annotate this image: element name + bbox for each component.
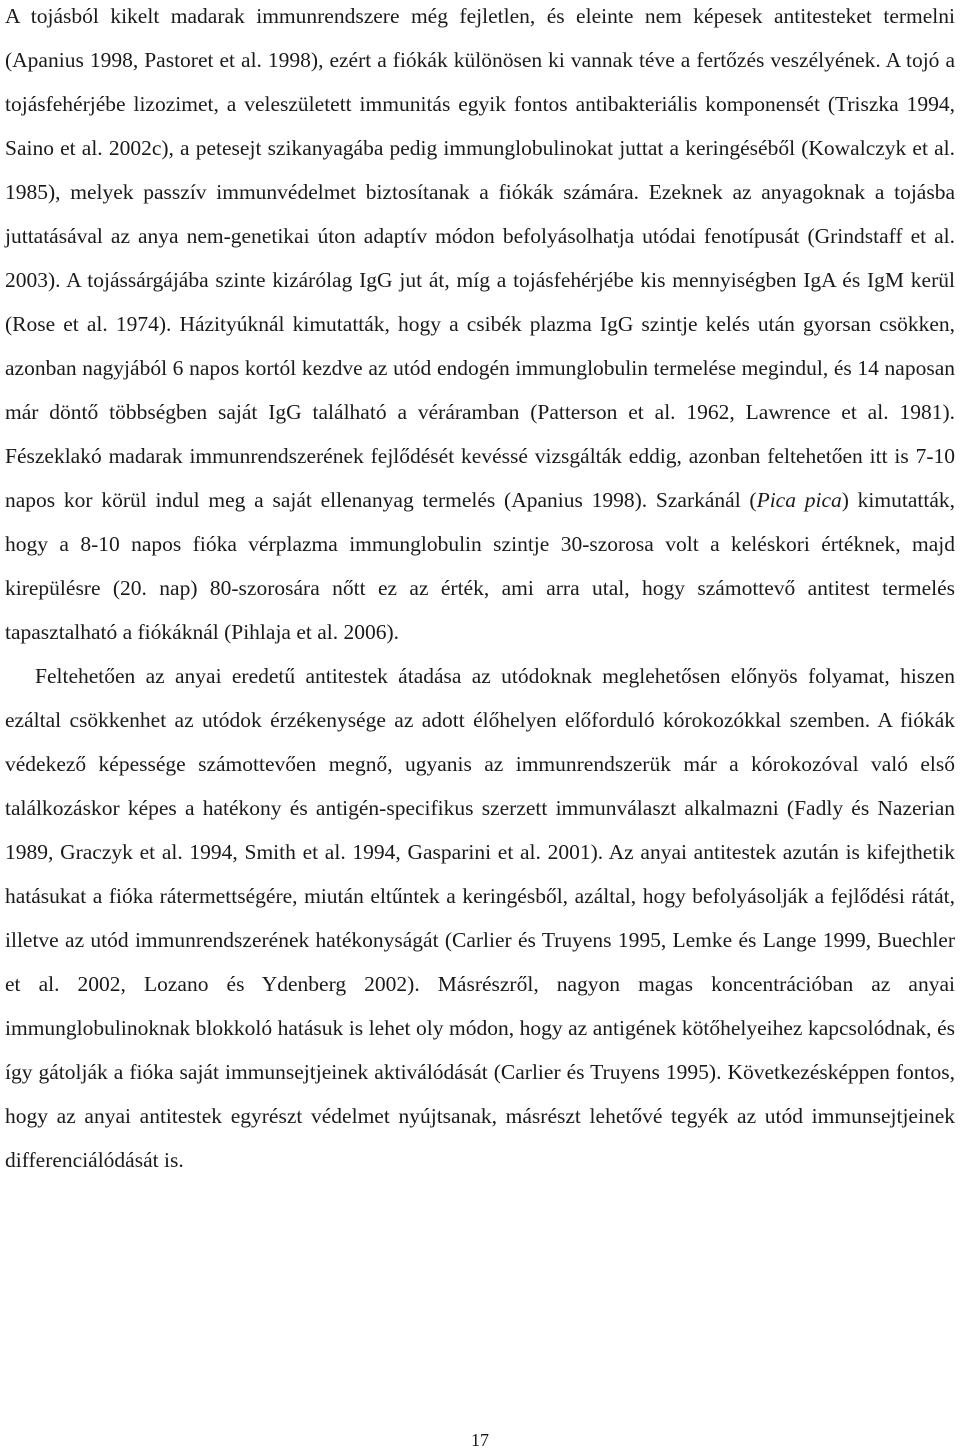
paragraph-2-text: Feltehetően az anyai eredetű antitestek átadása az utódoknak meglehetősen előnyös folyamat, hiszen ezáltal csökkenhet az utódok érzékenysége az adott élőhelyen előforduló kórokozókkal szemben. A fiókák védekező képessége számottevően megnő, ugyanis az immunrendszerük már a kórokozóval való első találkozáskor képes a hatékony és antigén-specifikus szerzett immunválaszt alkalmazni (Fadly és Nazerian 1989, Graczyk et al. 1994, Smith et al. 1994, Gasparini et al. 2001). Az anyai antitestek azután is kifejthetik hatásukat a fióka rátermettségére, miután eltűntek a keringésből, azáltal, hogy befolyásolják a fejlődési rátát, illetve az utód immunrendszerének hatékonyságát (Carlier és Truyens 1995, Lemke és Lange 1999, Buechler et al. 2002, Lozano és Ydenberg 2002). Másrészről, nagyon magas koncentrációban az anyai immunglobulinoknak blokkoló hatásuk is lehet oly módon, hogy az antigének kötőhelyeihez kapcsolódnak, és így gátolják a fióka saját immunsejtjeinek aktiválódását (Carlier és Truyens 1995). Következésképpen fontos, hogy az anyai antitestek egyrészt védelmet nyújtsanak, másrészt lehetővé tegyék az utód immunsejtjeinek differenciálódását is. [5,664,955,1172]
page-number: 17 [471,1430,489,1450]
paragraph-1-text: A tojásból kikelt madarak immunrendszere még fejletlen, és eleinte nem képesek antitesteket termelni (Apanius 1998, Pastoret et al. 1998), ezért a fiókák különösen ki vannak téve a fertőzés veszélyének. A tojó a tojásfehérjébe lizozimet, a veleszületett immunitás egyik fontos antibakteriális komponensét (Triszka 1994, Saino et al. 2002c), a petesejt szikanyagába pedig immunglobulinokat juttat a keringéséből (Kowalczyk et al. 1985), melyek passzív immunvédelmet biztosítanak a fiókák számára. Ezeknek az anyagoknak a tojásba juttatásával az anya nem-genetikai úton adaptív módon befolyásolhatja utódai fenotípusát (Grindstaff et al. 2003). A tojássárgájába szinte kizárólag IgG jut át, míg a tojásfehérjébe kis mennyiségben IgA és IgM kerül (Rose et al. 1974). Házityúknál kimutatták, hogy a csibék plazma IgG szintje kelés után gyorsan csökken, azonban nagyjából 6 napos kortól kezdve az utód endogén immunglobulin termelése megindul, és 14 naposan már döntő többségben saját IgG található a véráramban (Patterson et al. 1962, Lawrence et al. 1981). Fészeklakó madarak immunrendszerének fejlődését kevéssé vizsgálták eddig, azonban feltehetően itt is 7-10 napos kor körül indul meg a saját ellenanyag termelés (Apanius 1998). Szarkánál ( [5,4,955,512]
document-page [5,0,955,1182]
paragraph-antibody-transfer [5,654,955,1182]
species-name-italic: Pica pica [756,488,842,512]
paragraph-1-tail: ) kimutatták, hogy a 8-10 napos fióka vérplazma immunglobulin szintje 30-szorosa volt a keléskori értéknek, majd kirepülésre (20. nap) 80-szorosára nőtt ez az érték, ami arra utal, hogy számottevő antitest termelés tapasztalható a fiókáknál (Pihlaja et al. 2006). [5,488,955,644]
paragraph-maternal-immunity [5,0,955,654]
